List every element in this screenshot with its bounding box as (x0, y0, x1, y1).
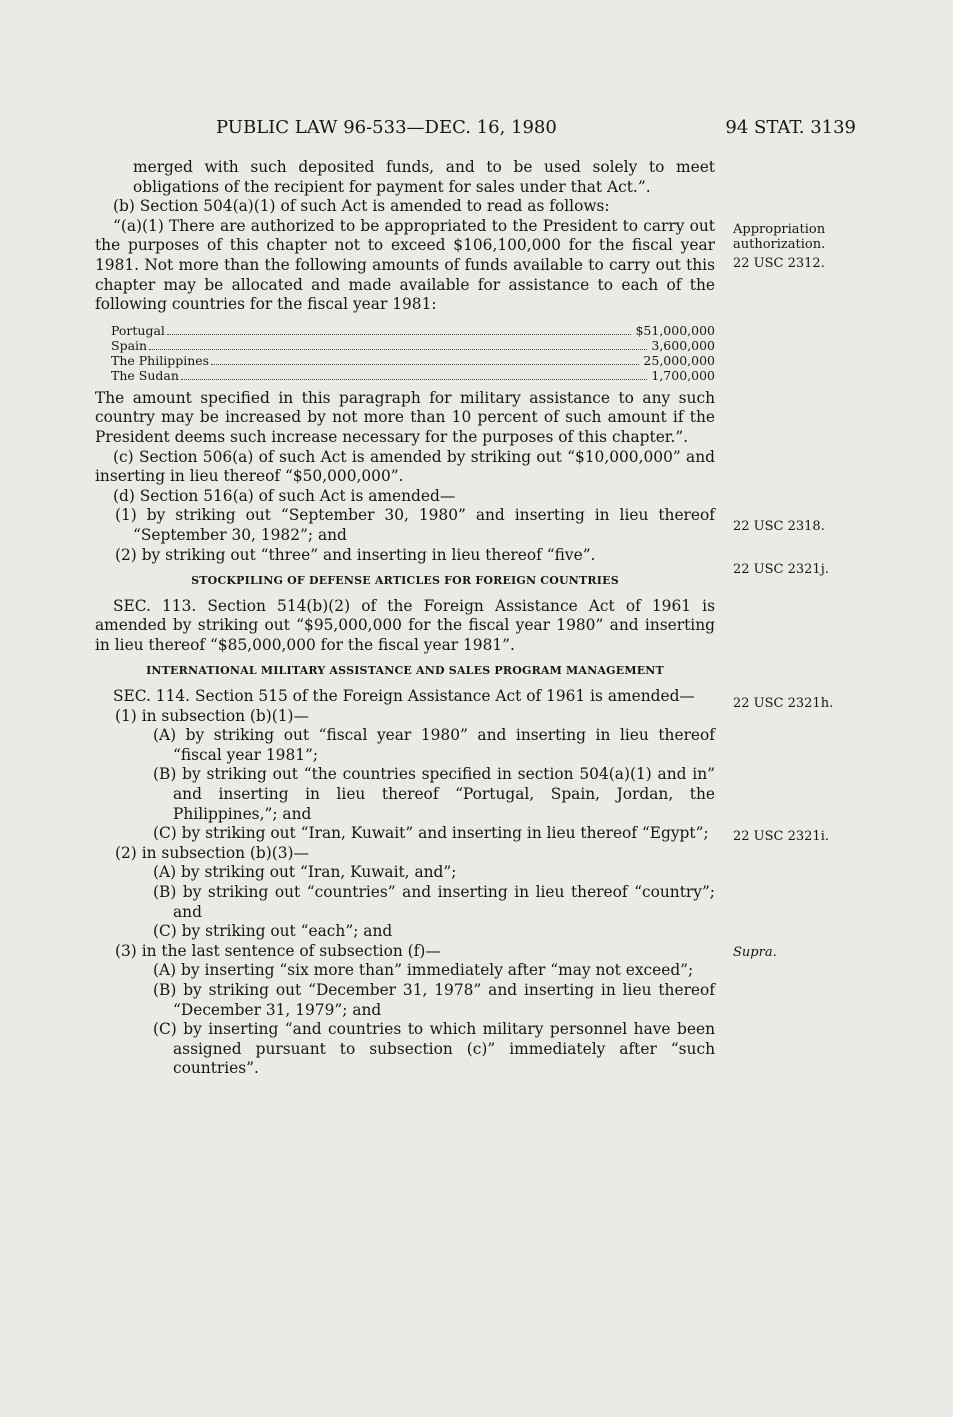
paragraph: (b) Section 504(a)(1) of such Act is amended to read as follows: (113, 197, 610, 216)
margin-note-citation: 22 USC 2321j. (733, 562, 829, 577)
dot-leader (167, 334, 632, 335)
margin-note-citation: 22 USC 2321i. (733, 829, 829, 844)
margin-note-supra: Supra. (733, 945, 777, 960)
law-title: PUBLIC LAW 96-533—DEC. 16, 1980 (216, 117, 557, 138)
section-heading: STOCKPILING OF DEFENSE ARTICLES FOR FOREIGN COUNTRIES (191, 574, 619, 588)
country-name: Spain (111, 337, 148, 353)
paragraph: (A) by striking out “Iran, Kuwait, and”; (153, 863, 457, 882)
country-name: Portugal (111, 322, 165, 338)
paragraph: “(a)(1) There are authorized to be appropriated to the President to carry out the purposes of this chapter not to exceed $106,100,000 for the fiscal year 1981. Not more than the following amounts of funds available to carry out this chapter may be allocated and made available for assistance to each of the following countries for the fiscal year 1981: (95, 216, 715, 314)
paragraph: (B) by striking out “the countries specified in section 504(a)(1) and in” and inserting in lieu thereof “Portugal, Spain, Jordan, the Philippines,”; and (153, 765, 715, 823)
paragraph: merged with such deposited funds, and to be used solely to meet obligations of the recipient for payment for sales under that Act.”. (133, 158, 715, 196)
paragraph: (2) by striking out “three” and inserting in lieu thereof “five”. (115, 545, 596, 564)
country-name: The Sudan (111, 367, 179, 383)
allocation-table (111, 323, 715, 383)
amount: 1,700,000 (651, 367, 715, 383)
margin-note-citation: 22 USC 2318. (733, 519, 825, 534)
paragraph: (3) in the last sentence of subsection (f)— (115, 941, 441, 960)
section-heading: INTERNATIONAL MILITARY ASSISTANCE AND SALES PROGRAM MANAGEMENT (146, 664, 664, 678)
margin-note-citation: 22 USC 2312. (733, 256, 825, 271)
margin-note-citation: 22 USC 2321h. (733, 696, 834, 711)
paragraph: (2) in subsection (b)(3)— (115, 843, 309, 862)
table-row (111, 338, 715, 353)
paragraph: (1) by striking out “September 30, 1980” and inserting in lieu thereof “September 30, 1982”; and (115, 506, 715, 544)
margin-note-appropriation: Appropriation authorization. (733, 222, 826, 252)
paragraph: (B) by striking out “December 31, 1978” and inserting in lieu thereof “December 31, 1979”; and (153, 980, 715, 1019)
paragraph: SEC. 113. Section 514(b)(2) of the Foreign Assistance Act of 1961 is amended by striking out “$95,000,000 for the fiscal year 1980” and inserting in lieu thereof “$85,000,000 for the fiscal year 1981”. (95, 596, 715, 654)
document-body (95, 158, 715, 1079)
table-row (111, 323, 715, 338)
paragraph: (B) by striking out “countries” and inserting in lieu thereof “country”; and (153, 883, 715, 921)
paragraph: (d) Section 516(a) of such Act is amended— (113, 486, 456, 505)
country-name: The Philippines (111, 352, 210, 368)
paragraph: (c) Section 506(a) of such Act is amended by striking out “$10,000,000” and inserting in lieu thereof “$50,000,000”. (95, 447, 715, 486)
stat-page-number: 94 STAT. 3139 (725, 117, 856, 138)
paragraph: (A) by striking out “fiscal year 1980” and inserting in lieu thereof “fiscal year 1981”; (153, 726, 715, 764)
amount: 25,000,000 (643, 352, 715, 368)
paragraph: (C) by striking out “each”; and (153, 922, 393, 941)
paragraph: SEC. 114. Section 515 of the Foreign Assistance Act of 1961 is amended— (113, 687, 695, 706)
paragraph: (C) by inserting “and countries to which military personnel have been assigned pursuant to subsection (c)” immediately after “such countries”. (153, 1020, 715, 1078)
amount: 3,600,000 (651, 337, 715, 353)
table-row (111, 368, 715, 383)
page-header (216, 117, 856, 141)
paragraph: (1) in subsection (b)(1)— (115, 706, 309, 725)
dot-leader (181, 379, 647, 380)
paragraph: The amount specified in this paragraph for military assistance to any such country may be increased by not more than 10 percent of such amount if the President deems such increase necessary for the purposes of this chapter.”. (95, 388, 715, 446)
dot-leader (149, 349, 647, 350)
paragraph: (A) by inserting “six more than” immediately after “may not exceed”; (153, 961, 694, 980)
amount: $51,000,000 (635, 322, 715, 338)
table-row (111, 353, 715, 368)
paragraph: (C) by striking out “Iran, Kuwait” and inserting in lieu thereof “Egypt”; (153, 824, 709, 843)
dot-leader (211, 364, 639, 365)
